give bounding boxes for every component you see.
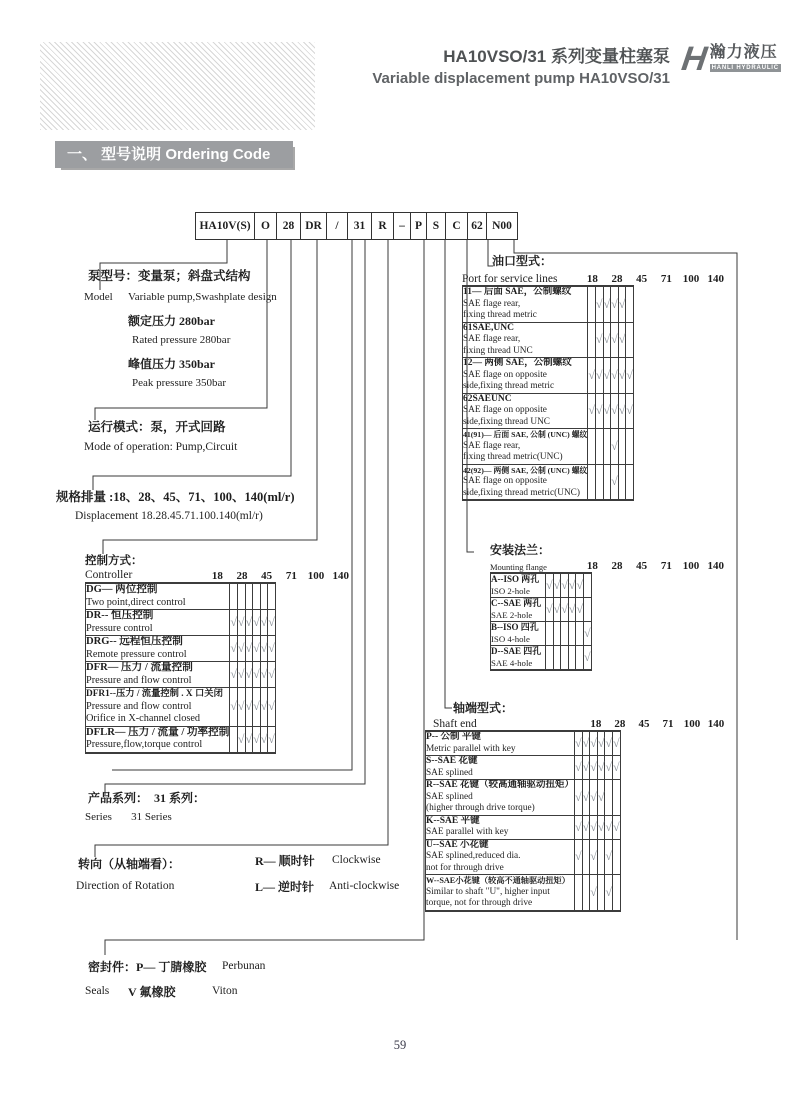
- check-cell: √: [553, 598, 561, 622]
- size-column-header: 28: [611, 560, 623, 572]
- check-cell: √: [576, 573, 584, 598]
- check-cell: [626, 322, 634, 358]
- check-cell: [626, 429, 634, 465]
- rated-pressure-en: Rated pressure 280bar: [132, 334, 231, 346]
- shaft-table: [425, 730, 621, 912]
- check-cell: [553, 622, 561, 646]
- controller-table-block: [85, 554, 353, 754]
- check-cell: [568, 646, 576, 671]
- check-cell: √: [590, 780, 598, 816]
- size-column-header: 18: [586, 560, 598, 572]
- check-cell: √: [590, 839, 598, 875]
- series-label-en: [85, 811, 172, 823]
- check-cell: √: [618, 393, 626, 429]
- model-label-en: Model: [84, 291, 113, 303]
- check-cell: √: [268, 726, 276, 753]
- controller-title-en: Controller: [85, 569, 133, 581]
- size-column-header: 45: [636, 560, 648, 572]
- check-cell: √: [575, 815, 583, 839]
- check-cell: √: [268, 610, 276, 636]
- page-number: 59: [393, 1038, 407, 1052]
- check-cell: √: [268, 636, 276, 662]
- port-title-en: Port for service lines: [462, 273, 558, 285]
- row-label: DFR1--压力 / 流量控制 . X 口关闭 Pressure and flow control Orifice in X-channel closed: [86, 688, 230, 727]
- check-cell: √: [237, 610, 245, 636]
- row-label: P-- 公制 平键 Metric parallel with key: [426, 731, 575, 756]
- check-cell: [576, 646, 584, 671]
- size-column-header: 71: [660, 273, 672, 285]
- check-cell: √: [553, 573, 561, 598]
- check-cell: [230, 726, 238, 753]
- check-cell: [618, 429, 626, 465]
- check-cell: √: [546, 573, 554, 598]
- check-cell: √: [582, 756, 590, 780]
- flange-table-block: [490, 541, 728, 671]
- series-label-cn: [88, 789, 205, 806]
- check-cell: √: [590, 815, 598, 839]
- check-cell: [582, 875, 590, 911]
- table-row: [463, 358, 634, 394]
- displacement-cn: 规格排量 :18、28、45、71、100、140(ml/r): [56, 490, 295, 504]
- flange-table: [490, 572, 592, 671]
- shaft-title-en: Shaft end: [433, 718, 477, 730]
- check-cell: [237, 583, 245, 610]
- check-cell: √: [260, 610, 268, 636]
- check-cell: [582, 839, 590, 875]
- row-label: W--SAE小花键（较高不通轴驱动扭矩） Similar to shaft "U", higher input torque, not for through drive: [426, 875, 575, 911]
- ordering-code-cell: /: [326, 212, 348, 240]
- ordering-code-cell: R: [371, 212, 394, 240]
- row-label: DRG-- 远程恒压控制 Remote pressure control: [86, 636, 230, 662]
- table-row: [491, 622, 592, 646]
- table-row: [491, 598, 592, 622]
- check-cell: [230, 583, 238, 610]
- check-cell: √: [575, 839, 583, 875]
- check-cell: √: [230, 688, 238, 727]
- check-cell: √: [253, 688, 261, 727]
- size-column-header: 140: [707, 560, 724, 572]
- check-cell: [588, 322, 596, 358]
- check-cell: √: [260, 726, 268, 753]
- check-cell: [595, 429, 603, 465]
- size-column-header: 100: [682, 273, 700, 285]
- header-title-en: Variable displacement pump HA10VSO/31: [372, 69, 670, 87]
- table-row: [426, 756, 621, 780]
- check-cell: [576, 622, 584, 646]
- size-column-header: 71: [660, 560, 672, 572]
- rotation-label-en: Direction of Rotation: [76, 880, 175, 892]
- ordering-code-cell: DR: [300, 212, 327, 240]
- model-label-cn: 泵型号：变量泵；斜盘式结构: [88, 269, 251, 283]
- table-row: [463, 393, 634, 429]
- seals-label-en: Seals: [85, 985, 110, 997]
- check-cell: √: [611, 358, 619, 394]
- logo-h-icon: H: [679, 40, 710, 78]
- row-label: 41(91)— 后面 SAE, 公制 (UNC) 螺纹 SAE flage rear, fixing thread metric(UNC): [463, 430, 588, 462]
- mode-label-cn: 运行模式：泵，开式回路: [88, 420, 226, 434]
- check-cell: [546, 622, 554, 646]
- row-label: B--ISO 四孔 ISO 4-hole: [491, 622, 546, 646]
- check-cell: √: [611, 393, 619, 429]
- model-desc-en: Variable pump,Swashplate design: [128, 291, 277, 303]
- controller-title-cn: 控制方式：: [85, 555, 143, 567]
- size-headers: [584, 718, 728, 730]
- size-column-header: 18: [586, 273, 598, 285]
- check-cell: [588, 464, 596, 500]
- flange-title-cn: 安装法兰：: [490, 543, 551, 557]
- row-label: 12— 两侧 SAE，公制螺纹 SAE flage on opposite side,fixing thread metric: [463, 358, 588, 394]
- size-headers: [580, 273, 728, 285]
- check-cell: √: [245, 610, 253, 636]
- logo-name-cn: 瀚力液压: [709, 44, 778, 61]
- table-row: [463, 322, 634, 358]
- table-row: [426, 839, 621, 875]
- size-column-header: 28: [611, 273, 623, 285]
- table-row: [463, 429, 634, 465]
- check-cell: √: [626, 393, 634, 429]
- size-column-header: 18: [211, 570, 223, 582]
- row-label: DG— 两位控制 Two point,direct control: [86, 583, 230, 610]
- check-cell: [597, 875, 605, 911]
- rotation-l-en: Anti-clockwise: [329, 880, 400, 892]
- check-cell: √: [588, 393, 596, 429]
- rated-pressure-cn: 额定压力 280bar: [128, 314, 216, 328]
- shaft-title-cn: 轴端型式：: [453, 701, 514, 715]
- check-cell: √: [237, 636, 245, 662]
- check-cell: √: [603, 322, 611, 358]
- mode-label-en: Mode of operation: Pump,Circuit: [84, 441, 238, 453]
- ordering-code-cell: HA10V(S): [195, 212, 255, 240]
- check-cell: √: [546, 598, 554, 622]
- check-cell: √: [611, 286, 619, 322]
- series-en: Series: [85, 811, 112, 823]
- check-cell: √: [605, 731, 613, 756]
- check-cell: [575, 875, 583, 911]
- check-cell: [603, 464, 611, 500]
- check-cell: √: [582, 815, 590, 839]
- check-cell: [595, 464, 603, 500]
- size-column-header: 71: [662, 718, 674, 730]
- check-cell: √: [597, 815, 605, 839]
- table-row: [86, 610, 276, 636]
- row-label: 61SAE,UNC SAE flage rear, fixing thread UNC: [463, 322, 588, 358]
- check-cell: √: [618, 322, 626, 358]
- check-cell: √: [590, 731, 598, 756]
- check-cell: √: [260, 636, 268, 662]
- check-cell: √: [590, 875, 598, 911]
- size-column-header: 28: [236, 570, 248, 582]
- ordering-code-cell: –: [393, 212, 411, 240]
- table-row: [426, 815, 621, 839]
- rotation-r-en: Clockwise: [332, 854, 381, 866]
- check-cell: √: [253, 662, 261, 688]
- check-cell: [613, 875, 621, 911]
- seals-label-cn: 密封件：P— 丁腈橡胶: [88, 960, 207, 974]
- ordering-code-cell: S: [426, 212, 446, 240]
- series-cn: 产品系列：: [88, 791, 149, 805]
- table-row: [463, 286, 634, 322]
- check-cell: √: [603, 393, 611, 429]
- check-cell: [245, 583, 253, 610]
- check-cell: √: [618, 358, 626, 394]
- check-cell: [597, 839, 605, 875]
- row-label: U--SAE 小花键 SAE splined,reduced dia. not for through drive: [426, 839, 575, 875]
- check-cell: √: [597, 780, 605, 816]
- check-cell: √: [230, 610, 238, 636]
- check-cell: √: [605, 875, 613, 911]
- ordering-code-cell: 28: [276, 212, 301, 240]
- check-cell: √: [605, 756, 613, 780]
- check-cell: √: [605, 815, 613, 839]
- check-cell: √: [613, 756, 621, 780]
- check-cell: √: [260, 688, 268, 727]
- seals-v-cn: V 氟橡胶: [128, 985, 176, 999]
- shaft-table-block: [425, 699, 728, 912]
- size-headers: [205, 570, 353, 582]
- check-cell: √: [576, 598, 584, 622]
- series-en-value: 31 Series: [131, 811, 172, 823]
- table-row: [426, 875, 621, 911]
- check-cell: √: [237, 688, 245, 727]
- check-cell: √: [568, 573, 576, 598]
- ordering-code-cell: P: [410, 212, 427, 240]
- check-cell: √: [260, 662, 268, 688]
- row-label: R--SAE 花键（较高通轴驱动扭矩） SAE splined (higher through drive torque): [426, 780, 575, 813]
- size-headers: [580, 560, 728, 572]
- check-cell: [605, 780, 613, 816]
- check-cell: √: [583, 646, 591, 671]
- rotation-r-cn: R— 顺时针: [255, 854, 315, 868]
- check-cell: [568, 622, 576, 646]
- check-cell: √: [582, 780, 590, 816]
- ordering-code-cell: O: [254, 212, 277, 240]
- table-row: [86, 688, 276, 727]
- displacement-en: Displacement 18.28.45.71.100.140(ml/r): [75, 510, 263, 522]
- check-cell: √: [597, 731, 605, 756]
- table-row: [86, 583, 276, 610]
- port-table-block: [462, 252, 728, 501]
- table-row: [86, 636, 276, 662]
- check-cell: √: [561, 573, 569, 598]
- check-cell: √: [595, 322, 603, 358]
- size-column-header: 100: [683, 718, 701, 730]
- check-cell: [588, 429, 596, 465]
- header-title-cn: HA10VSO/31 系列变量柱塞泵: [443, 47, 670, 66]
- section-title-bar: 一、 型号说明 Ordering Code: [55, 141, 293, 168]
- check-cell: [268, 583, 276, 610]
- size-column-header: 100: [307, 570, 325, 582]
- check-cell: [583, 598, 591, 622]
- table-row: [463, 464, 634, 500]
- check-cell: √: [575, 731, 583, 756]
- ordering-code-cell: 31: [347, 212, 372, 240]
- check-cell: [260, 583, 268, 610]
- row-label: DR-- 恒压控制 Pressure control: [86, 610, 230, 636]
- check-cell: √: [595, 358, 603, 394]
- row-label: A--ISO 两孔 ISO 2-hole: [491, 573, 546, 598]
- row-label: C--SAE 两孔 SAE 2-hole: [491, 598, 546, 622]
- row-label: 11— 后面 SAE，公制螺纹 SAE flage rear, fixing thread metric: [463, 286, 588, 322]
- row-label: 62SAEUNC SAE flage on opposite side,fixing thread UNC: [463, 393, 588, 429]
- size-column-header: 45: [261, 570, 273, 582]
- check-cell: √: [583, 622, 591, 646]
- table-row: [491, 573, 592, 598]
- check-cell: [613, 780, 621, 816]
- table-row: [426, 731, 621, 756]
- table-row: [426, 780, 621, 816]
- rotation-label-cn: 转向（从轴端看）：: [78, 857, 181, 871]
- check-cell: √: [237, 726, 245, 753]
- controller-title: [85, 554, 205, 582]
- check-cell: √: [575, 780, 583, 816]
- check-cell: [588, 286, 596, 322]
- size-column-header: 71: [285, 570, 297, 582]
- check-cell: √: [590, 756, 598, 780]
- logo-name-en: HANLI HYDRAULIC: [711, 65, 779, 71]
- check-cell: [561, 646, 569, 671]
- check-cell: [613, 839, 621, 875]
- check-cell: √: [561, 598, 569, 622]
- check-cell: √: [613, 731, 621, 756]
- series-cn-value: 31 系列：: [154, 791, 206, 805]
- check-cell: √: [245, 662, 253, 688]
- port-title-cn: 油口型式：: [492, 254, 553, 268]
- check-cell: √: [603, 286, 611, 322]
- check-cell: √: [595, 286, 603, 322]
- check-cell: √: [582, 731, 590, 756]
- ordering-code-cell: C: [445, 212, 468, 240]
- check-cell: √: [575, 756, 583, 780]
- check-cell: √: [611, 322, 619, 358]
- seals-v-en: Viton: [212, 985, 238, 997]
- check-cell: √: [595, 393, 603, 429]
- table-row: [491, 646, 592, 671]
- check-cell: √: [597, 756, 605, 780]
- check-cell: √: [230, 636, 238, 662]
- check-cell: √: [618, 286, 626, 322]
- rotation-l-cn: L— 逆时针: [255, 880, 315, 894]
- row-label: S--SAE 花键 SAE splined: [426, 756, 575, 780]
- size-column-header: 45: [638, 718, 650, 730]
- row-label: K--SAE 平键 SAE parallel with key: [426, 815, 575, 839]
- check-cell: [546, 646, 554, 671]
- check-cell: √: [605, 839, 613, 875]
- row-label: D--SAE 四孔 SAE 4-hole: [491, 646, 546, 671]
- size-column-header: 140: [707, 273, 724, 285]
- check-cell: √: [253, 726, 261, 753]
- check-cell: [618, 464, 626, 500]
- row-label: DFR— 压力 / 流量控制 Pressure and flow control: [86, 662, 230, 688]
- check-cell: √: [613, 815, 621, 839]
- size-column-header: 18: [590, 718, 602, 730]
- controller-table: [85, 582, 276, 754]
- check-cell: √: [588, 358, 596, 394]
- port-table: [462, 285, 634, 501]
- peak-pressure-cn: 峰值压力 350bar: [128, 357, 216, 371]
- check-cell: √: [626, 358, 634, 394]
- check-cell: [561, 622, 569, 646]
- seals-p-en: Perbunan: [222, 960, 266, 972]
- flange-title-en: Mounting flange: [490, 562, 547, 572]
- table-row: [86, 726, 276, 753]
- check-cell: [253, 583, 261, 610]
- row-label: DFLR— 压力 / 流量 / 功率控制 Pressure,flow,torque control: [86, 726, 230, 753]
- check-cell: √: [237, 662, 245, 688]
- size-column-header: 28: [614, 718, 626, 730]
- check-cell: [626, 286, 634, 322]
- check-cell: √: [268, 662, 276, 688]
- check-cell: √: [245, 726, 253, 753]
- size-column-header: 140: [332, 570, 349, 582]
- check-cell: √: [603, 358, 611, 394]
- check-cell: [603, 429, 611, 465]
- size-column-header: 45: [636, 273, 648, 285]
- check-cell: √: [611, 429, 619, 465]
- check-cell: √: [253, 610, 261, 636]
- check-cell: √: [253, 636, 261, 662]
- row-label: 42(92)— 两侧 SAE, 公制 (UNC) 螺纹 SAE flage on opposite side,fixing thread metric(UNC): [463, 464, 588, 500]
- ordering-code-cell: N00: [486, 212, 518, 240]
- check-cell: √: [245, 688, 253, 727]
- size-column-header: 140: [707, 718, 725, 730]
- check-cell: [626, 464, 634, 500]
- check-cell: √: [245, 636, 253, 662]
- check-cell: √: [268, 688, 276, 727]
- size-column-header: 100: [682, 560, 700, 572]
- check-cell: [583, 573, 591, 598]
- check-cell: √: [230, 662, 238, 688]
- ordering-code-cell: 62: [467, 212, 487, 240]
- peak-pressure-en: Peak pressure 350bar: [132, 377, 227, 389]
- check-cell: √: [611, 464, 619, 500]
- table-row: [86, 662, 276, 688]
- check-cell: [553, 646, 561, 671]
- check-cell: √: [568, 598, 576, 622]
